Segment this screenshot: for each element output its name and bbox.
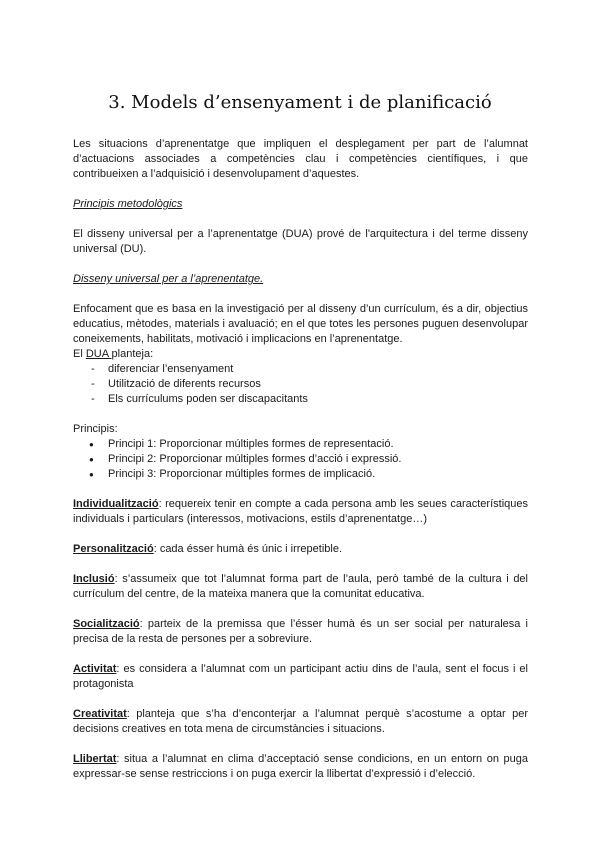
term-personalitzacio [73, 542, 528, 557]
planteja-line [73, 347, 528, 362]
document-body [73, 137, 528, 782]
term-creativitat [73, 707, 528, 737]
term-text: : cada ésser humà és únic i irrepetible. [153, 543, 343, 555]
list-item: ● Principi 1: Proporcionar múltiples formes de representació. [73, 437, 528, 452]
term-label: Socialització [73, 618, 140, 630]
term-text: : es considera a l’alumnat com un participant actiu dins de l’aula, sent el focus i el protagonista [73, 663, 528, 690]
dua-description: Enfocament que es basa en la investigació per al disseny d’un currículum, és a dir, objectius educatius, mètodes, materials i avaluació; en el que totes les persones puguen desenvolupar coneixements, habilitats, motivació i implicacions en l’aprenentatge. [73, 303, 528, 345]
planteja-list [73, 362, 528, 407]
list-item: - Utilització de diferents recursos [73, 377, 528, 392]
term-label: Individualització [73, 498, 159, 510]
term-label: Inclusió [73, 573, 115, 585]
principis-heading-text: Principis metodològics [73, 198, 183, 210]
list-item: ● Principi 2: Proporcionar múltiples formes d’acció i expressió. [73, 452, 528, 467]
term-text: : situa a l’alumnat en clima d’acceptació sense condicions, en un entorn on puga expressar-se sense restriccions i on puga exercir la llibertat d’expressió i d’elecció. [73, 753, 528, 780]
dua-link[interactable]: DUA [85, 348, 112, 360]
dua-intro-paragraph: El disseny universal per a l’aprenentatge (DUA) prové de l'arquitectura i del terme disseny universal (DU). [73, 228, 528, 255]
principis-list [73, 437, 528, 482]
dua-heading-text: Disseny universal per a l’aprenentatge. [73, 273, 264, 285]
planteja-prefix: El [73, 348, 86, 360]
term-activitat [73, 662, 528, 692]
term-text: : planteja que s’ha d’enconterjar a l’alumnat perquè s’acostume a optar per decisions creatives en tota mena de circumstàncies i situacions. [73, 708, 528, 735]
term-individualitzacio [73, 497, 528, 527]
term-label: Llibertat [73, 753, 117, 765]
dua-heading [73, 272, 528, 287]
term-llibertat [73, 752, 528, 782]
list-item: - Els currículums poden ser discapacitants [73, 392, 528, 407]
page-title: 3. Models d’ensenyament i de planificació [108, 92, 492, 113]
term-label: Personalització [73, 543, 154, 555]
planteja-suffix: planteja: [111, 348, 154, 360]
term-socialitzacio [73, 617, 528, 647]
term-text: : s’assumeix que tot l’alumnat forma part de l’aula, però també de la cultura i del currículum del centre, de la mateixa manera que la comunitat educativa. [73, 573, 528, 600]
principis-heading [73, 197, 528, 212]
term-inclusio [73, 572, 528, 602]
term-label: Creativitat [73, 708, 127, 720]
list-item: ● Principi 3: Proporcionar múltiples formes de implicació. [73, 467, 528, 482]
list-item: - diferenciar l’ensenyament [73, 362, 528, 377]
intro-paragraph: Les situacions d’aprenentatge que impliquen el desplegament per part de l’alumnat d’actuacions associades a competències clau i competències científiques, i que contribueixen a l’adquisició i desenvolupament d’aquestes. [73, 138, 528, 180]
term-text: : parteix de la premissa que l’ésser humà és un ser social per naturalesa i precisa de la resta de persones per a sobreviure. [73, 618, 528, 645]
principis-label: Principis: [73, 423, 118, 435]
term-label: Activitat [73, 663, 117, 675]
term-text: : requereix tenir en compte a cada persona amb les seues característiques individuals i particulars (interessos, motivacions, estils d’aprenentatge…) [73, 498, 528, 525]
